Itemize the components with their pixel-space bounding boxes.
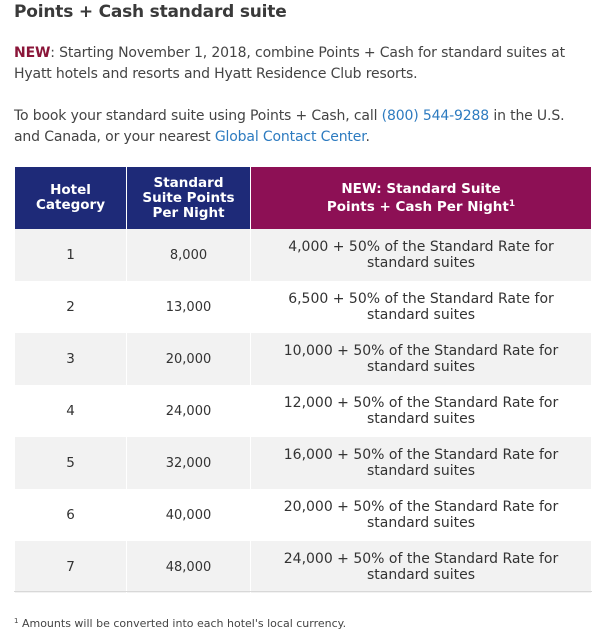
header-standard-suite-points: Standard Suite Points Per Night bbox=[127, 167, 251, 229]
points-cash-table bbox=[14, 167, 592, 593]
table-row bbox=[15, 333, 592, 385]
category-cell: 7 bbox=[15, 541, 127, 593]
phone-link[interactable]: (800) 544-9288 bbox=[381, 108, 490, 124]
points-cell: 24,000 bbox=[127, 385, 251, 437]
points-cash-cell: 10,000 + 50% of the Standard Rate for standard suites bbox=[251, 333, 592, 385]
points-cash-cell: 4,000 + 50% of the Standard Rate for standard suites bbox=[251, 229, 592, 281]
booking-paragraph bbox=[14, 106, 592, 148]
points-cell: 40,000 bbox=[127, 489, 251, 541]
points-cell: 20,000 bbox=[127, 333, 251, 385]
footnote-text: Amounts will be converted into each hotel's local currency. bbox=[18, 617, 347, 630]
table-bottom-divider bbox=[14, 591, 592, 592]
header-hotel-category: Hotel Category bbox=[15, 167, 127, 229]
intro-paragraph bbox=[14, 43, 592, 85]
header-new-line1: NEW: Standard Suite bbox=[341, 180, 501, 197]
category-cell: 1 bbox=[15, 229, 127, 281]
page-title: Points + Cash standard suite bbox=[14, 2, 287, 22]
table-row bbox=[15, 385, 592, 437]
points-cash-cell: 6,500 + 50% of the Standard Rate for standard suites bbox=[251, 281, 592, 333]
points-cash-cell: 20,000 + 50% of the Standard Rate for standard suites bbox=[251, 489, 592, 541]
table-row bbox=[15, 541, 592, 593]
table-header-row bbox=[15, 167, 592, 229]
global-contact-center-link[interactable]: Global Contact Center bbox=[214, 129, 366, 145]
footnote bbox=[14, 617, 346, 630]
points-cell: 32,000 bbox=[127, 437, 251, 489]
category-cell: 4 bbox=[15, 385, 127, 437]
category-cell: 2 bbox=[15, 281, 127, 333]
booking-text-before: To book your standard suite using Points + Cash, call bbox=[14, 108, 382, 124]
table-row bbox=[15, 489, 592, 541]
booking-text-after: . bbox=[365, 129, 370, 145]
points-cash-cell: 16,000 + 50% of the Standard Rate for standard suites bbox=[251, 437, 592, 489]
footnote-mark: 1 bbox=[14, 617, 19, 625]
points-cash-cell: 24,000 + 50% of the Standard Rate for standard suites bbox=[251, 541, 592, 593]
header-footnote-mark: 1 bbox=[508, 198, 516, 209]
new-label: NEW bbox=[14, 45, 51, 61]
points-cell: 8,000 bbox=[127, 229, 251, 281]
intro-text: : Starting November 1, 2018, combine Points + Cash for standard suites at Hyatt hotels and resorts and Hyatt Residence Club resorts. bbox=[14, 45, 565, 82]
table-row bbox=[15, 229, 592, 281]
category-cell: 5 bbox=[15, 437, 127, 489]
points-cash-cell: 12,000 + 50% of the Standard Rate for standard suites bbox=[251, 385, 592, 437]
category-cell: 3 bbox=[15, 333, 127, 385]
table-row bbox=[15, 437, 592, 489]
points-cell: 48,000 bbox=[127, 541, 251, 593]
booking-text-middle: in the U.S. and Canada, or your nearest bbox=[14, 108, 565, 145]
table-row bbox=[15, 281, 592, 333]
points-cell: 13,000 bbox=[127, 281, 251, 333]
category-cell: 6 bbox=[15, 489, 127, 541]
header-new-points-cash bbox=[251, 167, 592, 229]
header-new-line2: Points + Cash Per Night bbox=[326, 198, 509, 215]
